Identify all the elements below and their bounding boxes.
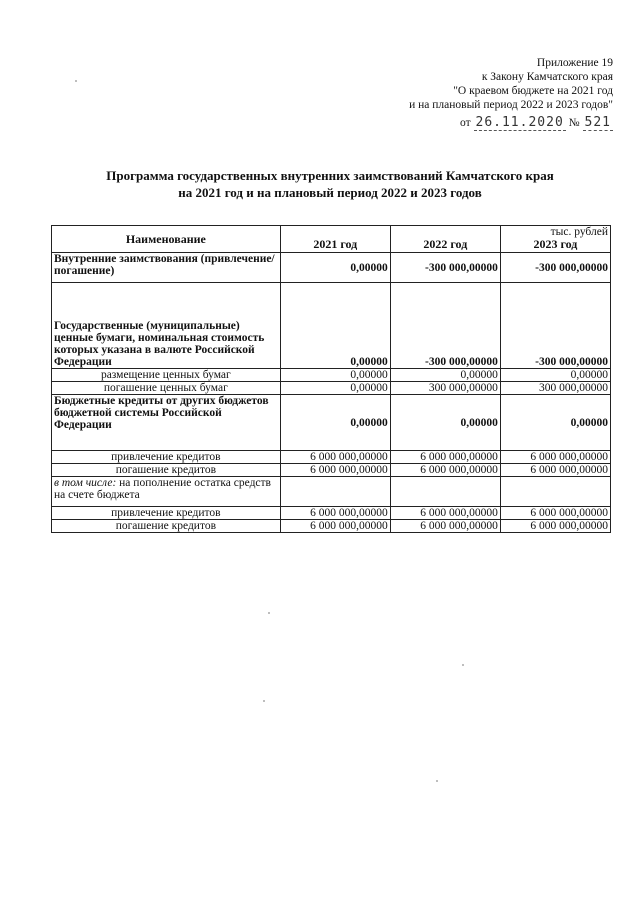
document-title [90, 167, 570, 201]
row-value-2022: -300 000,00000 [390, 253, 500, 283]
row-value-2023: 6 000 000,00000 [500, 507, 610, 520]
appendix-line-2: к Закону Камчатского края [481, 71, 613, 83]
row-value-2023: 0,00000 [500, 369, 610, 382]
row-value-2021: 0,00000 [280, 395, 390, 451]
row-value-2021: 0,00000 [280, 369, 390, 382]
table-row [52, 451, 611, 464]
units-label: тыс. рублей [550, 226, 608, 238]
row-value-2022 [390, 477, 500, 507]
row-value-2023: 6 000 000,00000 [500, 451, 610, 464]
row-value-2021: 6 000 000,00000 [280, 507, 390, 520]
row-value-2023 [500, 477, 610, 507]
row-value-2022: 6 000 000,00000 [390, 507, 500, 520]
scan-speck [75, 80, 77, 82]
header-2023: 2023 год [500, 226, 610, 253]
header-2022: 2022 год [390, 226, 500, 253]
row-value-2023: 6 000 000,00000 [500, 520, 610, 533]
row-value-2021: 0,00000 [280, 283, 390, 369]
header-2021: 2021 год [280, 226, 390, 253]
number-label: № [568, 117, 580, 129]
row-value-2023: 300 000,00000 [500, 382, 610, 395]
row-value-2023: 0,00000 [500, 395, 610, 451]
row-name: размещение ценных бумаг [52, 369, 281, 382]
appendix-line-4: и на плановый период 2022 и 2023 годов" [409, 99, 613, 111]
row-name: погашение ценных бумаг [52, 382, 281, 395]
row-value-2021: 6 000 000,00000 [280, 464, 390, 477]
scan-speck [263, 700, 265, 702]
scan-speck [462, 664, 464, 666]
scan-speck [268, 612, 270, 614]
row-name: привлечение кредитов [52, 507, 281, 520]
table-row [52, 520, 611, 533]
table-header-row [52, 226, 611, 253]
row-value-2022: 300 000,00000 [390, 382, 500, 395]
title-line-1: Программа государственных внутренних заимствований Камчатского края [106, 168, 554, 183]
row-value-2023: -300 000,00000 [500, 283, 610, 369]
row-name: Внутренние заимствования (привлечение/погашение) [52, 253, 281, 283]
row-value-2023: -300 000,00000 [500, 253, 610, 283]
table-row [52, 369, 611, 382]
order-date: 26.11.2020 [475, 115, 564, 130]
row-name: Бюджетные кредиты от других бюджетов бюджетной системы Российской Федерации [52, 395, 281, 451]
row-value-2023: 6 000 000,00000 [500, 464, 610, 477]
order-number: 521 [584, 115, 611, 130]
row-value-2021: 0,00000 [280, 382, 390, 395]
appendix-line-3: "О краевом бюджете на 2021 год [453, 85, 613, 97]
from-label: от [460, 117, 471, 129]
table-row [52, 382, 611, 395]
row-name: Государственные (муниципальные) ценные бумаги, номинальная стоимость которых указана в валюте Российской Федерации [52, 283, 281, 369]
borrowing-table [51, 225, 611, 533]
row-note-prefix: в том числе: [54, 477, 117, 489]
appendix-line-1: Приложение 19 [536, 57, 613, 69]
row-value-2022: 6 000 000,00000 [390, 520, 500, 533]
scan-speck [436, 780, 438, 782]
row-value-2022: 0,00000 [390, 369, 500, 382]
row-value-2022: -300 000,00000 [390, 283, 500, 369]
header-name: Наименование [52, 226, 281, 253]
title-line-2: на 2021 год и на плановый период 2022 и 2023 годов [178, 185, 482, 200]
table-row [52, 507, 611, 520]
row-value-2021 [280, 477, 390, 507]
order-line [313, 116, 613, 130]
row-name: привлечение кредитов [52, 451, 281, 464]
row-name: погашение кредитов [52, 464, 281, 477]
table-row [52, 283, 611, 369]
row-name [52, 477, 281, 507]
row-name: погашение кредитов [52, 520, 281, 533]
row-value-2021: 0,00000 [280, 253, 390, 283]
table-row [52, 477, 611, 507]
row-value-2021: 6 000 000,00000 [280, 520, 390, 533]
row-value-2021: 6 000 000,00000 [280, 451, 390, 464]
row-value-2022: 6 000 000,00000 [390, 464, 500, 477]
row-value-2022: 6 000 000,00000 [390, 451, 500, 464]
row-note-text: на пополнение остатка средств на счете бюджета [54, 477, 271, 501]
table-row [52, 253, 611, 283]
appendix-block [313, 56, 613, 130]
table-row [52, 464, 611, 477]
table-row [52, 395, 611, 451]
row-value-2022: 0,00000 [390, 395, 500, 451]
